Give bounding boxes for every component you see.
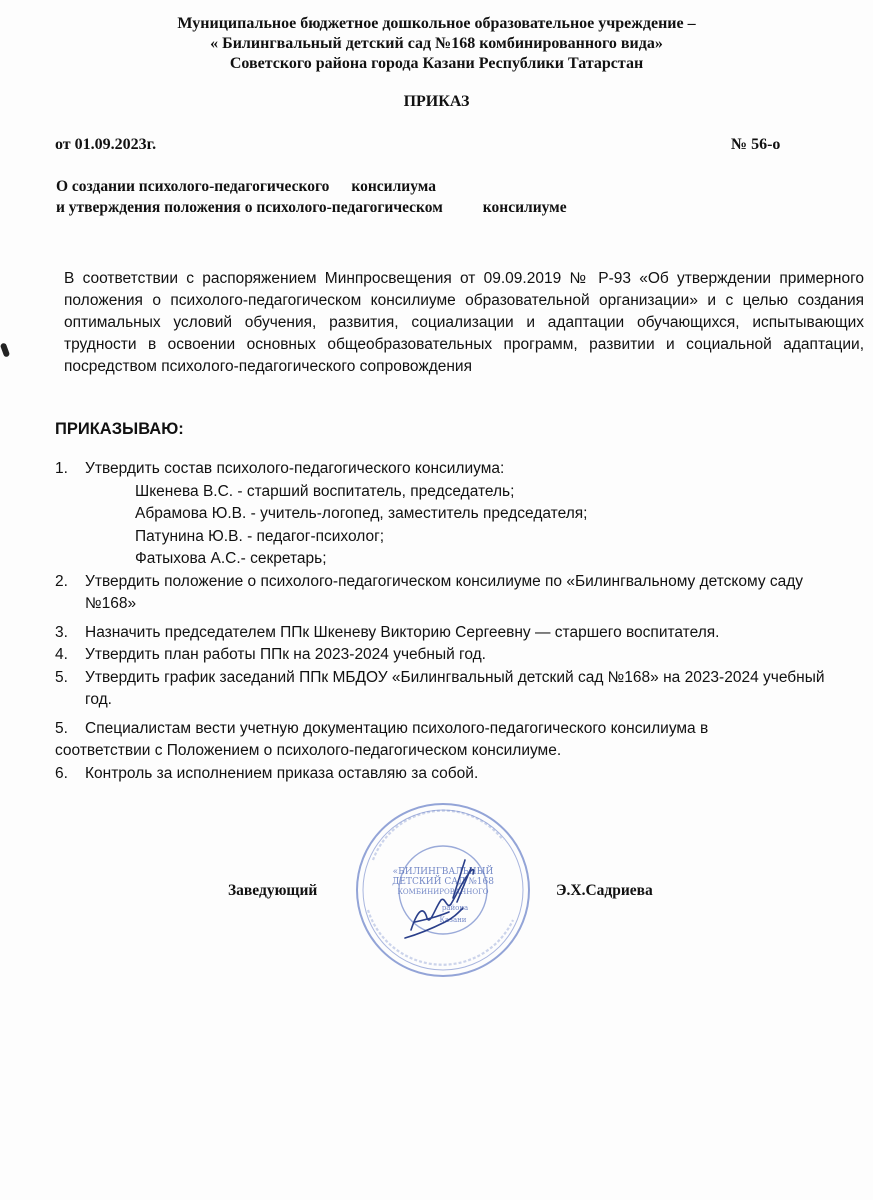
header-line-3: Советского района города Казани Республики Татарстан [229,55,644,72]
signatory-title: Заведующий [228,882,318,899]
item-text: Специалистам вести учетную документацию психолого-педагогического консилиума в [85,719,709,737]
order-subject [56,176,676,218]
header-line-2: « Билингвальный детский сад №168 комбинированного вида» [210,35,663,52]
subject-line-1b: консилиума [351,178,436,195]
stamp-text-line: КОМБИНИРОВАННОГО [397,888,489,896]
official-stamp [353,800,533,980]
item-number: 6. [55,764,68,782]
item-text-continuation: соответствии с Положением о психолого-педагогическом консилиуме. [55,742,562,759]
document-title: ПРИКАЗ [403,93,470,110]
committee-member: Патунина Ю.В. - педагог-психолог; [135,527,385,545]
item-text: Утвердить состав психолого-педагогического консилиума: [85,460,505,477]
stamp-text-line: «БИЛИНГВАЛЬНЫЙ [392,867,494,877]
scan-artifact [0,342,10,357]
subject-line-2a: и утверждения положения о психолого-педагогическом [56,199,443,216]
order-heading: ПРИКАЗЫВАЮ: [55,420,184,438]
committee-member: Абрамова Ю.В. - учитель-логопед, заместитель председателя; [135,505,588,522]
item-number: 5. [55,719,68,737]
item-text: Назначить председателем ППк Шкеневу Викторию Сергеевну — старшего воспитателя. [85,623,720,641]
list-item [55,644,825,667]
item-text: Контроль за исполнением приказа оставляю за собой. [85,764,479,782]
list-item [55,763,825,786]
item-number: 2. [55,572,68,590]
stamp-text-line: Казани [439,916,467,924]
preamble-text: В соответствии с распоряжением Минпросвещения от 09.09.2019 № Р-93 «Об утверждении примерного положения о психолого-педагогическом консилиуме образовательной организации» и с целью создания оптимальных условий обучения, развития, социализации и адаптации обучающихся, испытывающих трудности в освоении основных общеобразовательных программ, развитии и социальной адаптации, посредством психолого-педагогического сопровождения [64,270,864,375]
order-date: от 01.09.2023г. [55,136,157,153]
order-number: № 56-о [731,136,781,153]
list-item [55,571,825,616]
list-item [55,667,825,712]
list-item [55,718,825,741]
item-number: 3. [55,623,68,641]
item-number: 1. [55,460,68,477]
item-number: 4. [55,646,68,663]
subject-line-1a: О создании психолого-педагогического [56,178,330,195]
list-item [55,458,825,481]
item-text: Утвердить план работы ППк на 2023-2024 учебный год. [85,646,486,663]
header-line-1: Муниципальное бюджетное дошкольное образовательное учреждение – [177,15,696,32]
item-number: 5. [55,668,68,686]
order-items-list [55,458,825,785]
signatory-name: Э.Х.Садриева [556,882,653,899]
stamp-text-line: района [441,904,469,912]
list-item [55,622,825,645]
institution-header [0,14,873,74]
item-text: Утвердить положение о психолого-педагогическом консилиуме по «Билингвальному детскому саду №168» [85,572,804,612]
stamp-text-line: ДЕТСКИЙ САД №168 [392,877,494,887]
subject-line-2b: консилиуме [482,199,567,216]
committee-member: Фатыхова А.С.- секретарь; [135,550,327,567]
item-text: Утвердить график заседаний ППк МБДОУ «Билингвальный детский сад №168» на 2023-2024 учебный год. [85,668,825,708]
committee-member: Шкенева В.С. - старший воспитатель, председатель; [135,482,515,500]
